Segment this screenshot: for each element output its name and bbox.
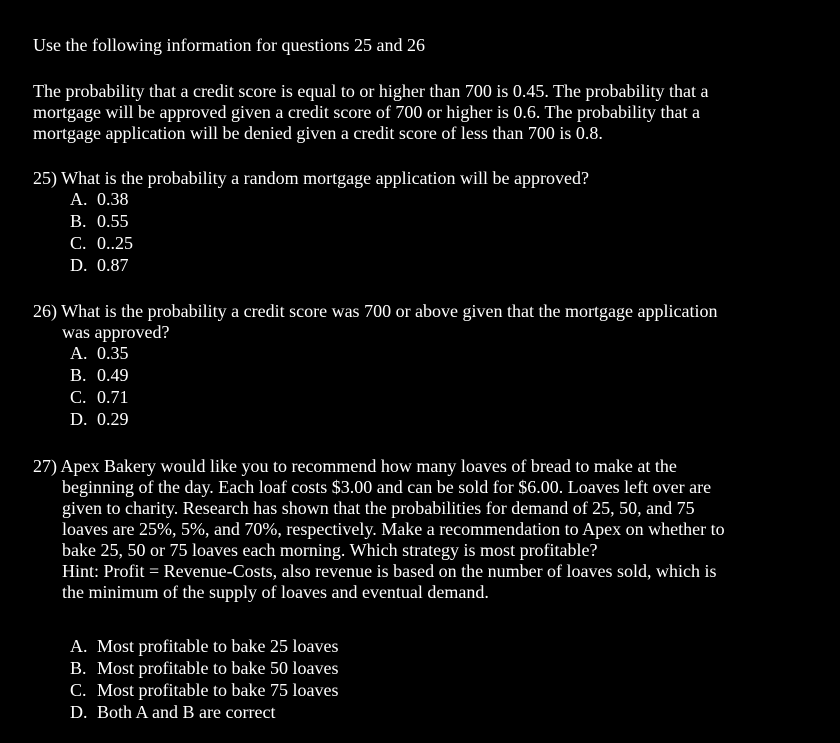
option-d <box>70 702 338 724</box>
question-25-options <box>33 189 823 277</box>
option-letter: C. <box>70 387 87 407</box>
question-27-text: given to charity. Research has shown that the probabilities for demand of 25, 50, and 75 <box>62 498 695 518</box>
option-b <box>70 658 338 680</box>
intro-heading: Use the following information for questions 25 and 26 <box>33 35 425 55</box>
option-a <box>70 343 823 365</box>
option-letter: B. <box>70 211 87 231</box>
question-26 <box>33 301 823 431</box>
question-26-options <box>33 343 823 431</box>
option-a <box>70 636 338 658</box>
question-27-text: beginning of the day. Each loaf costs $3.00 and can be sold for $6.00. Loaves left over are <box>62 477 712 497</box>
question-26-text: was approved? <box>62 322 170 342</box>
option-letter: C. <box>70 233 87 253</box>
question-27-hint: Hint: Profit = Revenue-Costs, also revenue is based on the number of loaves sold, which is <box>62 561 717 581</box>
option-letter: B. <box>70 365 87 385</box>
option-text: 0.35 <box>97 343 129 363</box>
info-paragraph <box>33 81 813 144</box>
question-27-hint: the minimum of the supply of loaves and eventual demand. <box>62 582 489 602</box>
option-letter: C. <box>70 680 87 700</box>
option-text: 0.38 <box>97 189 129 209</box>
option-d <box>70 409 823 431</box>
question-25 <box>33 168 823 277</box>
question-26-text: 26) What is the probability a credit score was 700 or above given that the mortgage application <box>33 301 718 321</box>
option-letter: D. <box>70 255 88 275</box>
option-b <box>70 365 823 387</box>
question-27-text: bake 25, 50 or 75 loaves each morning. Which strategy is most profitable? <box>62 540 598 560</box>
info-line: mortgage will be approved given a credit score of 700 or higher is 0.6. The probability that a <box>33 102 700 122</box>
option-c <box>70 680 338 702</box>
option-c <box>70 233 823 255</box>
option-text: 0.71 <box>97 387 129 407</box>
option-text: Most profitable to bake 50 loaves <box>97 658 339 678</box>
info-line: mortgage application will be denied given a credit score of less than 700 is 0.8. <box>33 123 603 143</box>
question-27-text: loaves are 25%, 5%, and 70%, respectively. Make a recommendation to Apex on whether to <box>62 519 725 539</box>
option-letter: A. <box>70 636 88 656</box>
option-text: 0.87 <box>97 255 129 275</box>
question-25-text: 25) What is the probability a random mortgage application will be approved? <box>33 168 590 188</box>
option-letter: D. <box>70 409 88 429</box>
question-27-options <box>33 636 338 724</box>
info-line: The probability that a credit score is equal to or higher than 700 is 0.45. The probability that a <box>33 81 709 101</box>
option-letter: A. <box>70 189 88 209</box>
option-text: Most profitable to bake 25 loaves <box>97 636 339 656</box>
option-b <box>70 211 823 233</box>
option-text: Most profitable to bake 75 loaves <box>97 680 339 700</box>
option-letter: B. <box>70 658 87 678</box>
option-letter: A. <box>70 343 88 363</box>
option-text: 0.49 <box>97 365 129 385</box>
option-text: 0..25 <box>97 233 133 253</box>
option-letter: D. <box>70 702 88 722</box>
option-text: Both A and B are correct <box>97 702 276 722</box>
option-c <box>70 387 823 409</box>
option-a <box>70 189 823 211</box>
option-text: 0.55 <box>97 211 129 231</box>
option-d <box>70 255 823 277</box>
option-text: 0.29 <box>97 409 129 429</box>
question-27 <box>33 456 823 603</box>
question-27-text: 27) Apex Bakery would like you to recommend how many loaves of bread to make at the <box>33 456 677 476</box>
